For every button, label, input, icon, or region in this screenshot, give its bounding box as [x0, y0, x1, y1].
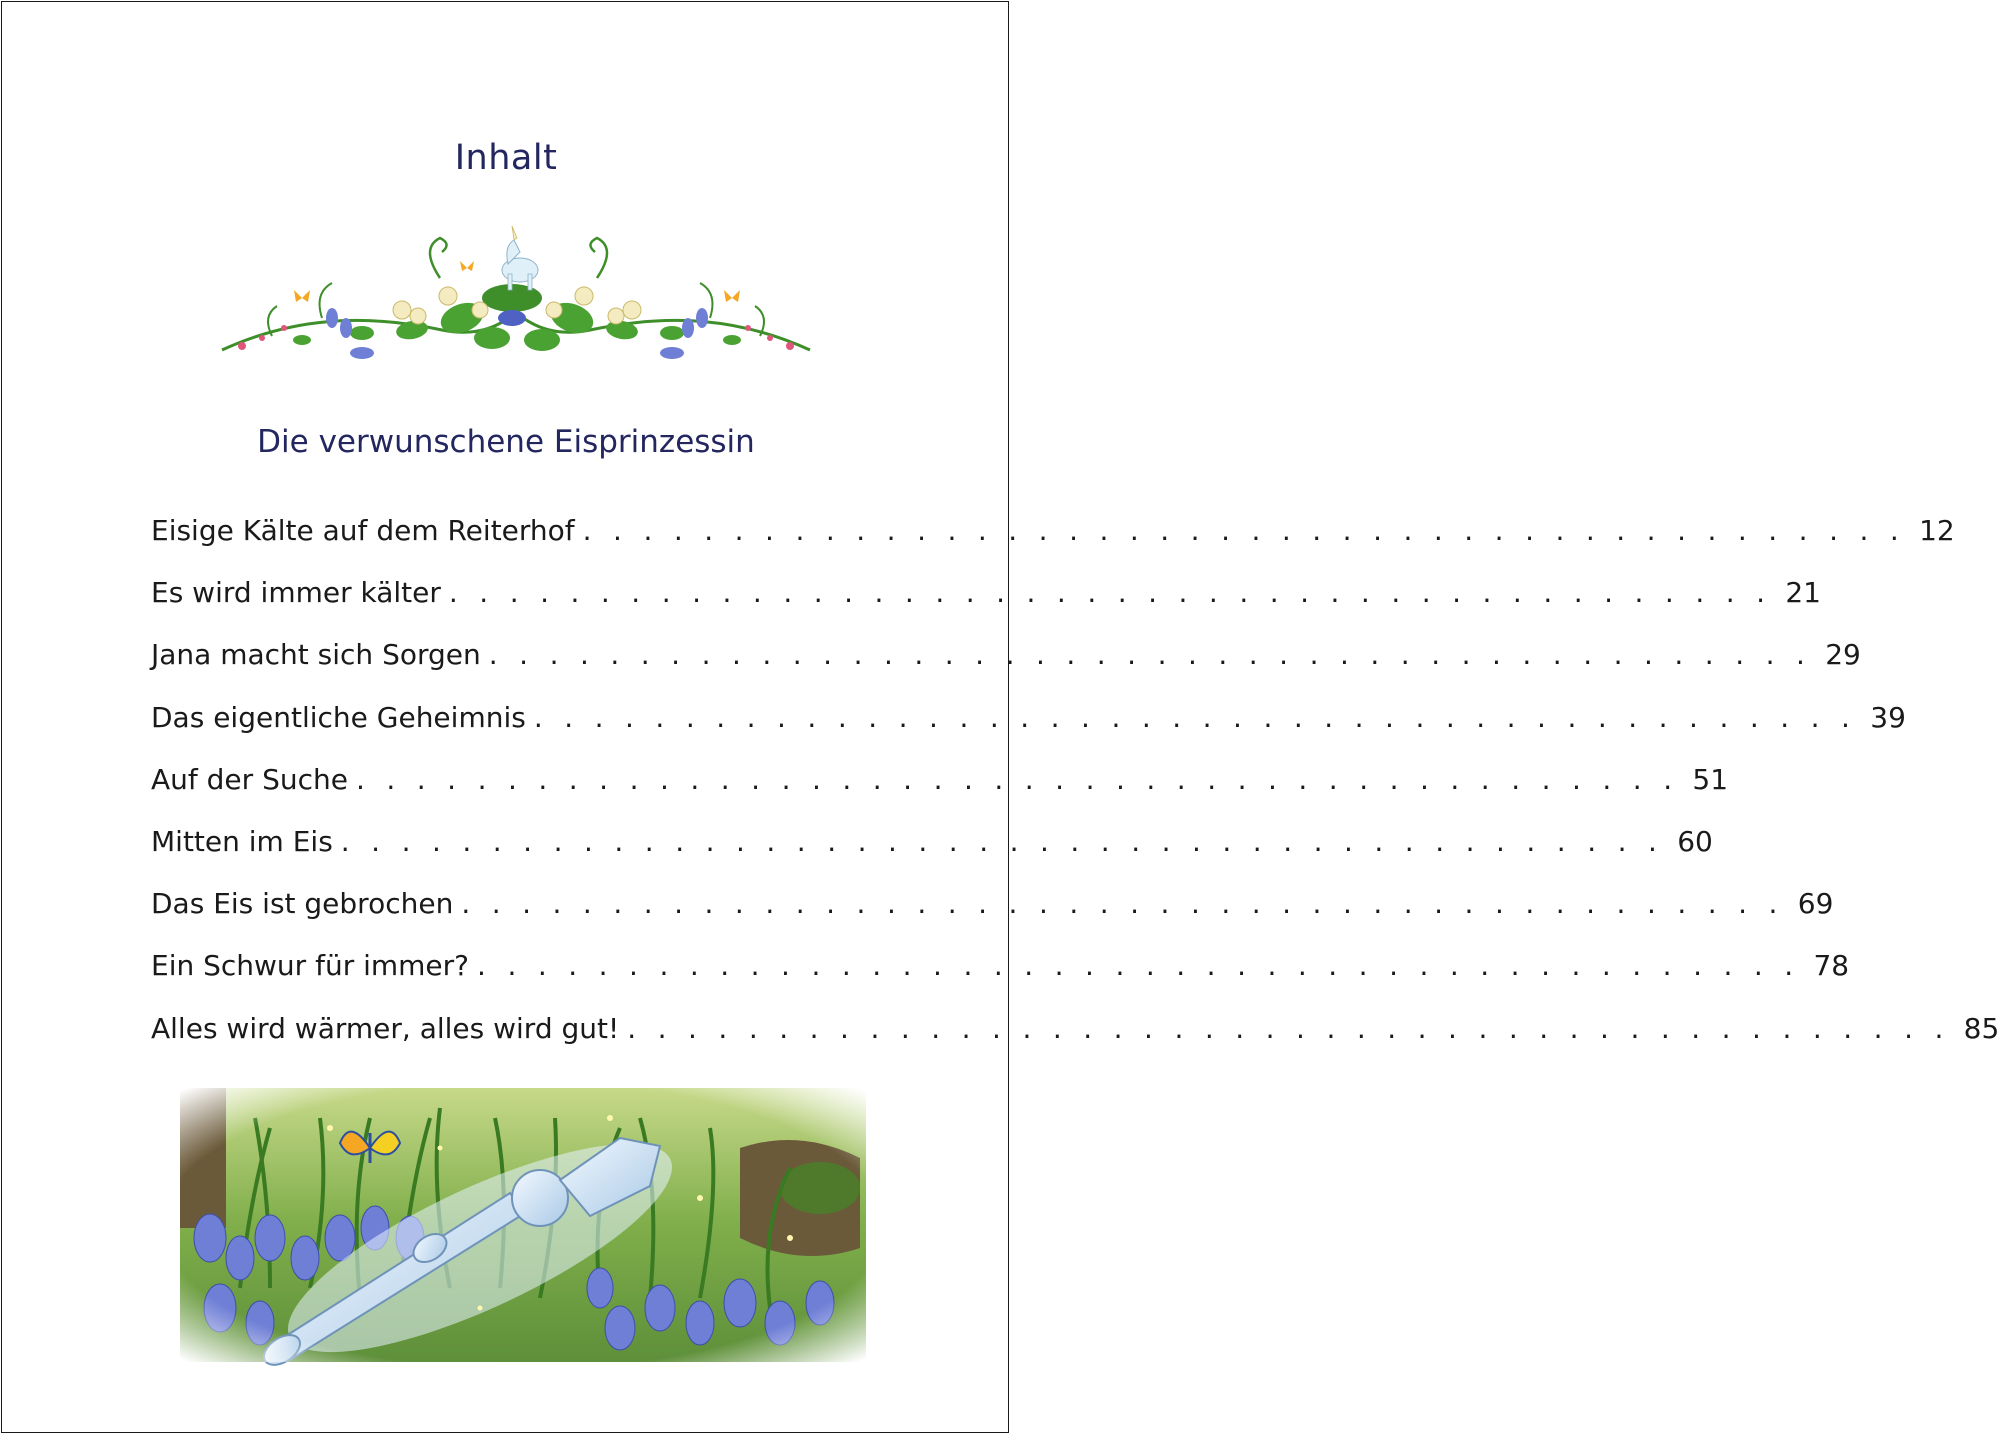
toc-entry[interactable] [151, 949, 1850, 1011]
toc-entry[interactable] [151, 762, 1729, 825]
toc-chapter-title: Es wird immer kälter [151, 576, 441, 610]
toc-leader-dots: . . . . . . . . . . . . . . . . . . . . . . . . . . . . . . . . . . . . . . . . . . . . [533, 700, 1857, 734]
toc-leader-dots: . . . . . . . . . . . . . . . . . . . . . . . . . . . . . . . . . . . . . . . . . . . . [461, 887, 1784, 921]
toc-leader-dots: . . . . . . . . . . . . . . . . . . . . . . . . . . . . . . . . . . . . . . . . . . . . [627, 1011, 1950, 1045]
page-title: Inhalt [454, 138, 558, 178]
table-of-contents [151, 514, 1999, 1074]
book-subtitle: Die verwunschene Eisprinzessin [257, 424, 755, 460]
toc-leader-dots: . . . . . . . . . . . . . . . . . . . . . . . . . . . . . . . . . . . . . . . . . . . . [355, 762, 1679, 796]
toc-entry[interactable] [151, 887, 1834, 949]
toc-page-number: 78 [1813, 949, 1850, 983]
toc-chapter-title: Das Eis ist gebrochen [151, 887, 454, 921]
toc-page-number: 21 [1785, 576, 1821, 610]
toc-leader-dots: . . . . . . . . . . . . . . . . . . . . . . . . . . . . . . . . . . . . . . . . . . . . [582, 514, 1906, 547]
toc-page-number: 12 [1919, 514, 1955, 547]
toc-page-number: 29 [1825, 638, 1861, 672]
toc-entry[interactable] [151, 514, 1955, 576]
toc-chapter-title: Auf der Suche [151, 762, 348, 796]
toc-leader-dots: . . . . . . . . . . . . . . . . . . . . . . . . . . . . . . . . . . . . . . . . . . . . [488, 638, 1812, 672]
toc-entry[interactable] [151, 638, 1861, 700]
toc-leader-dots: . . . . . . . . . . . . . . . . . . . . . . . . . . . . . . . . . . . . . . . . . . . . [448, 576, 1772, 610]
ice-scepter-illustration [180, 1088, 866, 1362]
toc-chapter-title: Das eigentliche Geheimnis [151, 700, 526, 734]
toc-entry[interactable] [151, 700, 1906, 763]
toc-entry[interactable] [151, 1011, 1999, 1074]
toc-chapter-title: Mitten im Eis [151, 824, 333, 858]
toc-page-number: 85 [1963, 1011, 1999, 1045]
floral-unicorn-ornament [212, 218, 820, 390]
toc-page-number: 69 [1797, 887, 1834, 921]
toc-leader-dots: . . . . . . . . . . . . . . . . . . . . . . . . . . . . . . . . . . . . . . . . . . . . [477, 949, 1800, 983]
toc-leader-dots: . . . . . . . . . . . . . . . . . . . . . . . . . . . . . . . . . . . . . . . . . . . . [340, 824, 1664, 858]
toc-chapter-title: Alles wird wärmer, alles wird gut! [151, 1011, 620, 1045]
toc-chapter-title: Jana macht sich Sorgen [151, 638, 481, 672]
toc-page-number: 60 [1677, 824, 1713, 858]
toc-chapter-title: Eisige Kälte auf dem Reiterhof [151, 514, 575, 547]
toc-entry[interactable] [151, 824, 1713, 887]
toc-chapter-title: Ein Schwur für immer? [151, 949, 470, 983]
toc-page-number: 39 [1870, 700, 1906, 734]
toc-page-number: 51 [1692, 762, 1729, 796]
toc-entry[interactable] [151, 576, 1821, 638]
